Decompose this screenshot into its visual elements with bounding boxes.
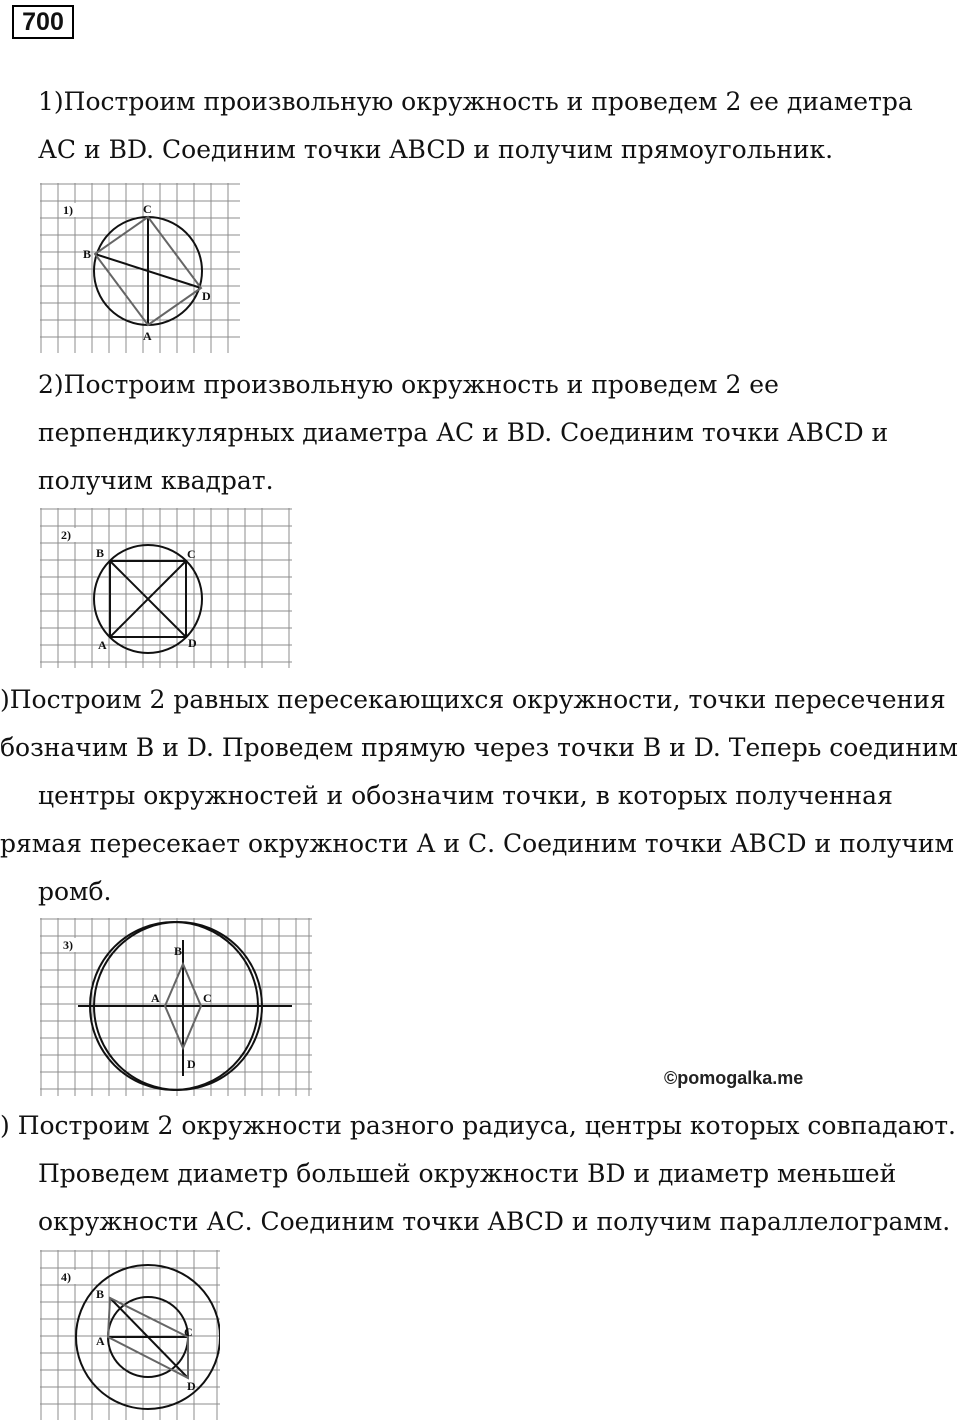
label-b: B	[96, 1287, 105, 1301]
paragraph-line: ромб.	[38, 877, 112, 906]
paragraph-line: окружности АС. Соединим точки ABCD и получим параллелограмм.	[38, 1207, 951, 1236]
label-a: A	[98, 638, 107, 652]
paragraph-line: перпендикулярных диаметра АС и BD. Соединим точки ABCD и	[38, 418, 889, 447]
label-d: D	[202, 289, 211, 303]
paragraph-line: получим квадрат.	[38, 466, 274, 495]
label-b: B	[83, 247, 92, 261]
figure-3-svg	[40, 918, 312, 1096]
label-d: D	[187, 1379, 196, 1393]
label-a: A	[143, 329, 152, 343]
label-d: D	[187, 1057, 196, 1071]
figure-3-tag: 3)	[63, 938, 73, 952]
figure-4-parallelogram	[40, 1250, 220, 1420]
paragraph-2	[38, 361, 888, 505]
paragraph-line: 1)Построим произвольную окружность и проведем 2 ее диаметра	[38, 87, 913, 116]
figure-2-square	[40, 508, 292, 668]
label-a: A	[151, 991, 160, 1005]
paragraph-line: Проведем диаметр большей окружности BD и диаметр меньшей	[38, 1159, 897, 1188]
figure-1-rectangle	[40, 183, 240, 353]
paragraph-line: АС и BD. Соединим точки ABCD и получим прямоугольник.	[38, 135, 834, 164]
figure-3-rhombus	[40, 918, 312, 1096]
label-b: B	[174, 944, 183, 958]
label-c: C	[187, 547, 196, 561]
label-c: C	[184, 1325, 193, 1339]
label-b: B	[96, 546, 105, 560]
paragraph-line: ) Построим 2 окружности разного радиуса, центры которых совпадают.	[0, 1111, 956, 1140]
figure-1-svg	[40, 183, 240, 353]
paragraph-line: бозначим В и D. Проведем прямую через точки В и D. Теперь соединим	[0, 733, 958, 762]
label-c: C	[143, 202, 152, 216]
paragraph-1	[38, 78, 913, 174]
figure-1-tag: 1)	[63, 203, 73, 217]
paragraph-line: 2)Построим произвольную окружность и проведем 2 ее	[38, 370, 779, 399]
paragraph-4	[0, 1102, 956, 1246]
paragraph-line: центры окружностей и обозначим точки, в которых полученная	[38, 781, 893, 810]
figure-2-svg	[40, 508, 292, 668]
paragraph-line: )Построим 2 равных пересекающихся окружности, точки пересечения	[0, 685, 946, 714]
label-c: C	[203, 991, 212, 1005]
label-d: D	[188, 636, 197, 650]
figure-4-svg	[40, 1250, 220, 1420]
figure-2-tag: 2)	[61, 528, 71, 542]
problem-number: 700	[12, 5, 74, 39]
figure-4-tag: 4)	[61, 1270, 71, 1284]
paragraph-3	[0, 676, 958, 916]
label-a: A	[96, 1334, 105, 1348]
watermark: ©pomogalka.me	[664, 1068, 804, 1088]
paragraph-line: рямая пересекает окружности А и С. Соединим точки ABCD и получим	[0, 829, 955, 858]
